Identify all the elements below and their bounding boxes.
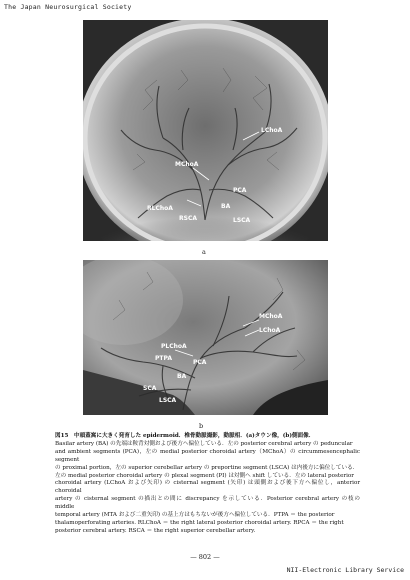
label-ptpa: PTPA — [155, 355, 172, 362]
label-lchoa-b: LChoA — [259, 327, 281, 334]
caption-line: and ambient segments (PCA)，左の medial posterior choroidal artery（MChoA）の circummesencephalic segment — [55, 448, 360, 463]
panel-b-sublabel: b — [199, 422, 204, 430]
caption-line: 左の medial posterior choroidal artery の plexal segment (PI) は対側へ shift している．左の lateral posterior — [55, 472, 354, 479]
caption-line: posterior cerebral artery. RSCA ＝ the right superior cerebellar artery. — [55, 527, 256, 534]
label-mchoa-b: MChoA — [259, 313, 283, 320]
figure-caption — [55, 433, 360, 536]
label-ba-a: BA — [221, 203, 231, 210]
label-lchoa: LChoA — [261, 127, 283, 134]
angiogram-a-drawing — [83, 20, 328, 241]
label-pca-b: PCA — [193, 359, 207, 366]
caption-line: 図15 中頭蓋窩に大きく発育した epidermoid．椎骨動脈撮影，動脈相．(a)タウン像，(b)側面像． — [55, 433, 315, 439]
caption-line: の proximal portion，左の superior cerebellar artery の preportine segment (LSCA) は内後方に偏位している． — [55, 464, 359, 471]
label-lsca-b: LSCA — [159, 397, 177, 404]
label-rsca: RSCA — [179, 215, 197, 222]
angiogram-panel-a — [83, 20, 328, 241]
label-ba-b: BA — [177, 373, 187, 380]
journal-header: The Japan Neurosurgical Society — [4, 3, 132, 11]
caption-line: thalamoperforating arteries. RLChoA ＝ the right lateral posterior choroidal artery. RPCA ＝ the right — [55, 519, 344, 526]
caption-line: artery の cisternal segment の描出との間に discrepancy を示している．Posterior cerebral artery の枝の middle — [55, 496, 360, 511]
caption-line: Basilar artery (BA) の先端は鞍背対側および後方へ偏位している．左の posterior cerebral artery の peduncular — [55, 440, 353, 447]
caption-line: choroidal artery (LChoA および矢印) の cisternal segment (矢印) は頭側および後下方へ偏位し，anterior choroidal — [55, 480, 360, 495]
label-plchoa: PLChoA — [161, 343, 187, 350]
label-mchoa: MChoA — [175, 161, 199, 168]
label-pca: PCA — [233, 187, 247, 194]
library-footer: NII-Electronic Library Service — [286, 566, 404, 574]
caption-line: temporal artery (MTA および二重矢印) の基上方はもちないが後方へ偏位している．PTPA ＝ the posterior — [55, 512, 335, 519]
angiogram-panel-b — [83, 260, 328, 415]
label-rlchoa: RLChoA — [147, 205, 173, 212]
page-number: — 802 — — [190, 553, 220, 561]
panel-a-sublabel: a — [202, 248, 206, 256]
label-sca: SCA — [143, 385, 157, 392]
label-lsca-a: LSCA — [233, 217, 251, 224]
angiogram-b-drawing — [83, 260, 328, 415]
